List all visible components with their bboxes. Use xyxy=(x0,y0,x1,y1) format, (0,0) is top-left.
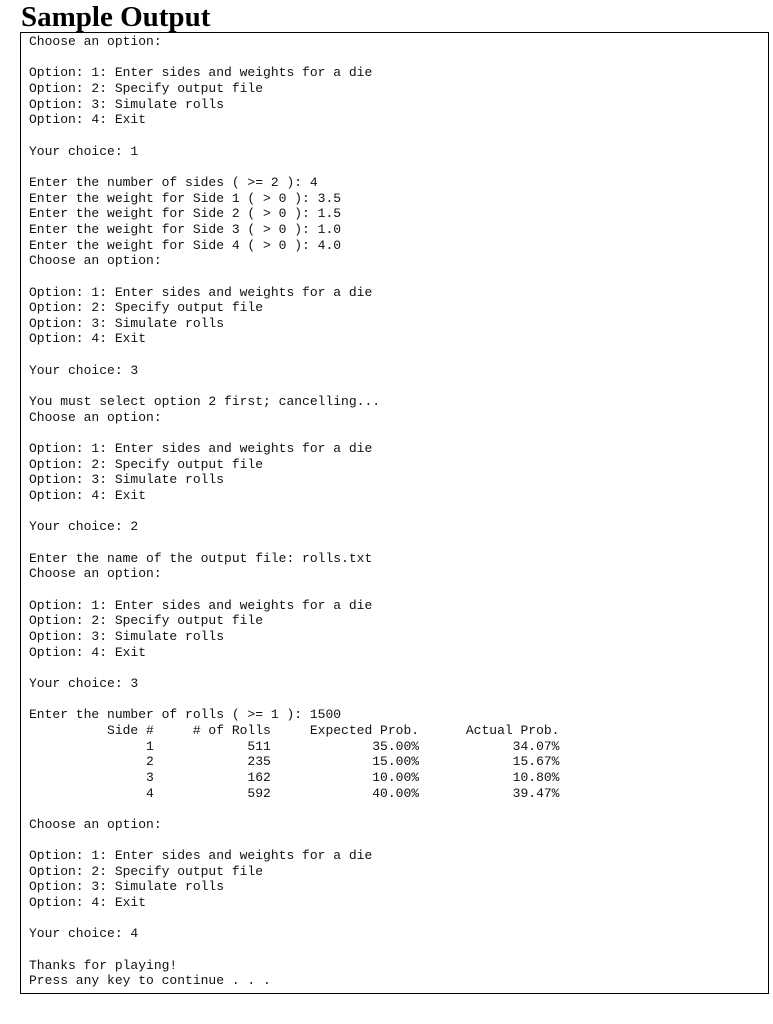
console-line: Enter the name of the output file: rolls.txt xyxy=(29,550,373,566)
console-line: Option: 2: Specify output file xyxy=(29,863,264,879)
console-line: Your choice: 1 xyxy=(29,143,139,159)
console-line: 2 235 15.00% 15.67% xyxy=(29,754,560,770)
console-line: Option: 2: Specify output file xyxy=(29,300,264,316)
console-line: Option: 1: Enter sides and weights for a die xyxy=(29,65,373,81)
console-line: Enter the weight for Side 4 ( > 0 ): 4.0 xyxy=(29,237,342,253)
console-line: Option: 4: Exit xyxy=(29,488,147,504)
console-line: Option: 1: Enter sides and weights for a die xyxy=(29,441,373,457)
console-line: Choose an option: xyxy=(29,253,162,269)
console-line: Enter the weight for Side 1 ( > 0 ): 3.5 xyxy=(29,190,342,206)
console-line: Option: 4: Exit xyxy=(29,112,147,128)
console-line: Option: 4: Exit xyxy=(29,644,147,660)
console-output-text xyxy=(29,34,768,989)
console-line: 4 592 40.00% 39.47% xyxy=(29,785,560,801)
console-line: Your choice: 4 xyxy=(29,926,139,942)
console-line: Option: 4: Exit xyxy=(29,331,147,347)
console-line: Option: 2: Specify output file xyxy=(29,456,264,472)
console-line: Option: 3: Simulate rolls xyxy=(29,628,225,644)
console-line: Option: 1: Enter sides and weights for a die xyxy=(29,597,373,613)
console-line: Thanks for playing! xyxy=(29,957,178,973)
console-line: Option: 2: Specify output file xyxy=(29,613,264,629)
console-line: Enter the weight for Side 2 ( > 0 ): 1.5 xyxy=(29,206,342,222)
console-line: Option: 2: Specify output file xyxy=(29,80,264,96)
page-title: Sample Output xyxy=(21,1,211,33)
console-line: Your choice: 3 xyxy=(29,362,139,378)
console-line: Option: 4: Exit xyxy=(29,895,147,911)
console-line: Side # # of Rolls Expected Prob. Actual Prob. xyxy=(29,722,560,738)
console-line: Option: 3: Simulate rolls xyxy=(29,96,225,112)
console-line: 3 162 10.00% 10.80% xyxy=(29,769,560,785)
console-line: Choose an option: xyxy=(29,34,162,49)
console-line: Enter the number of rolls ( >= 1 ): 1500 xyxy=(29,707,342,723)
console-line: Option: 1: Enter sides and weights for a die xyxy=(29,848,373,864)
console-line: Your choice: 2 xyxy=(29,519,139,535)
console-line: Option: 3: Simulate rolls xyxy=(29,472,225,488)
console-line: 1 511 35.00% 34.07% xyxy=(29,738,560,754)
console-line: Choose an option: xyxy=(29,409,162,425)
console-line: Choose an option: xyxy=(29,566,162,582)
console-line: Option: 1: Enter sides and weights for a die xyxy=(29,284,373,300)
console-line: Option: 3: Simulate rolls xyxy=(29,315,225,331)
console-line: Choose an option: xyxy=(29,816,162,832)
console-line: You must select option 2 first; cancelling... xyxy=(29,394,381,410)
console-line: Enter the number of sides ( >= 2 ): 4 xyxy=(29,174,318,190)
console-line: Enter the weight for Side 3 ( > 0 ): 1.0 xyxy=(29,221,342,237)
console-line: Option: 3: Simulate rolls xyxy=(29,879,225,895)
console-output-box xyxy=(20,32,769,994)
console-line: Press any key to continue . . . xyxy=(29,973,271,989)
console-line: Your choice: 3 xyxy=(29,675,139,691)
